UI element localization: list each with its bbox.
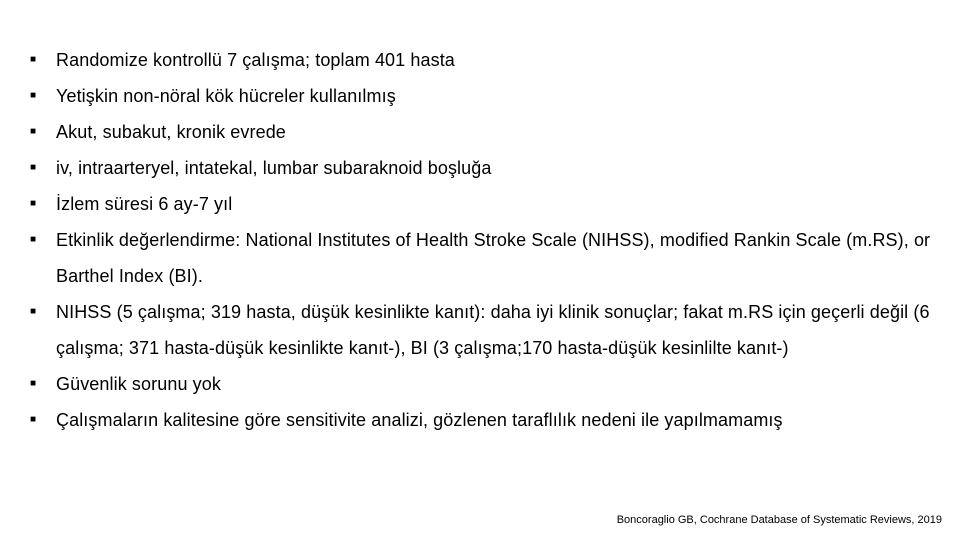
bullet-text: iv, intraarteryel, intatekal, lumbar subaraknoid boşluğa — [56, 158, 492, 178]
bullet-marker-icon: ■ — [30, 414, 37, 425]
bullet-item — [30, 222, 940, 294]
bullet-item — [30, 114, 940, 150]
bullet-marker-icon: ■ — [30, 90, 37, 101]
bullet-text: Randomize kontrollü 7 çalışma; toplam 401 hasta — [56, 50, 455, 70]
bullet-list — [30, 42, 940, 438]
bullet-marker-icon: ■ — [30, 378, 37, 389]
bullet-text: NIHSS (5 çalışma; 319 hasta, düşük kesinlikte kanıt): daha iyi klinik sonuçlar; fakat m.RS için geçerli değil (6 çalışma; 371 hasta-düşük kesinlikte kanıt-), BI (3 çalışma;170 hasta-düşük kesinlilte kanıt-) — [56, 302, 930, 358]
bullet-marker-icon: ■ — [30, 198, 37, 209]
bullet-item — [30, 150, 940, 186]
bullet-text: Akut, subakut, kronik evrede — [56, 122, 286, 142]
citation: Boncoraglio GB, Cochrane Database of Systematic Reviews, 2019 — [616, 514, 942, 526]
bullet-text: Çalışmaların kalitesine göre sensitivite analizi, gözlenen taraflılık nedeni ile yapılmamamış — [56, 410, 783, 430]
bullet-marker-icon: ■ — [30, 234, 37, 245]
bullet-item — [30, 186, 940, 222]
bullet-item — [30, 402, 940, 438]
bullet-marker-icon: ■ — [30, 306, 37, 317]
bullet-item — [30, 294, 940, 366]
bullet-text: Güvenlik sorunu yok — [56, 374, 221, 394]
bullet-marker-icon: ■ — [30, 54, 37, 65]
bullet-item — [30, 42, 940, 78]
bullet-text: Yetişkin non-nöral kök hücreler kullanılmış — [56, 86, 396, 106]
bullet-text: İzlem süresi 6 ay-7 yıl — [56, 194, 233, 214]
bullet-text: Etkinlik değerlendirme: National Institutes of Health Stroke Scale (NIHSS), modified Rankin Scale (m.RS), or Barthel Index (BI). — [56, 230, 931, 286]
bullet-marker-icon: ■ — [30, 126, 37, 137]
bullet-item — [30, 366, 940, 402]
bullet-marker-icon: ■ — [30, 162, 37, 173]
bullet-item — [30, 78, 940, 114]
